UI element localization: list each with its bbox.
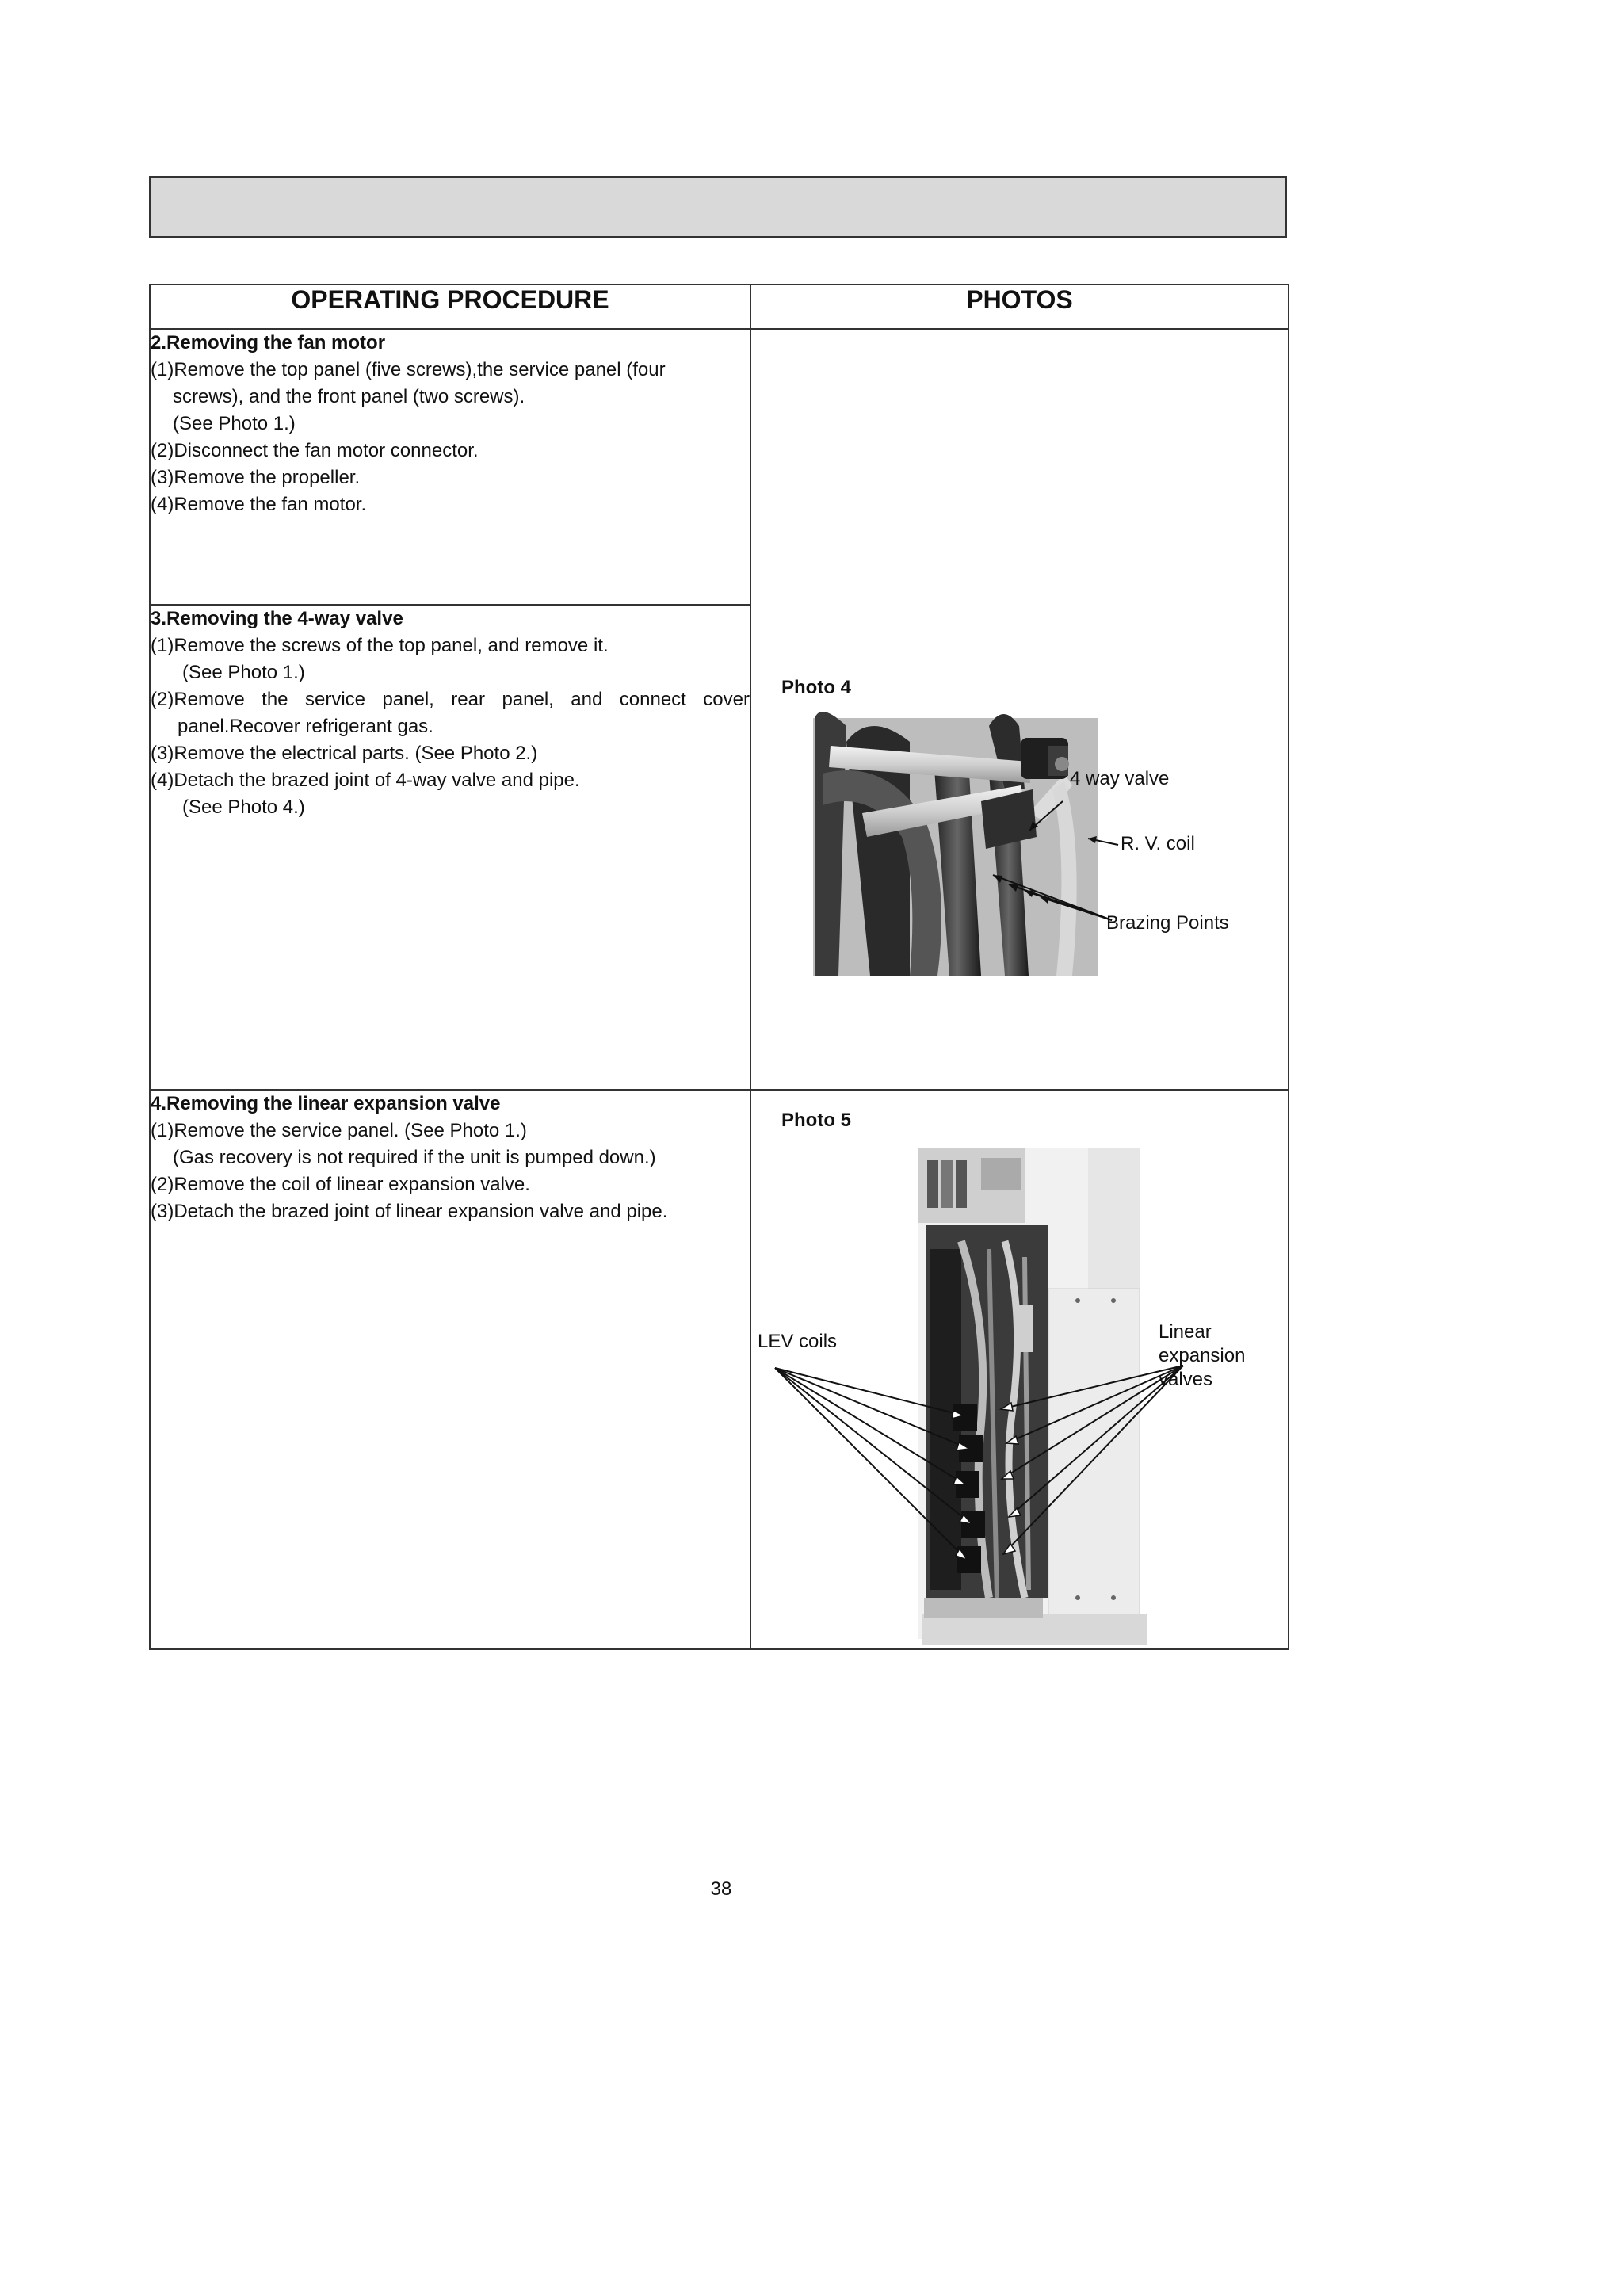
step-text: panel.Recover refrigerant gas. (178, 716, 433, 737)
photo-4-label: Photo 4 (781, 677, 851, 698)
step-text: (3)Detach the brazed joint of linear expansion valve and pipe. (151, 1201, 668, 1222)
step-text: (2)Disconnect the fan motor connector. (151, 440, 479, 461)
photo-4-picture (813, 712, 1098, 976)
callout-4-way-valve: 4 way valve (1070, 768, 1170, 789)
step-text: (4)Remove the fan motor. (151, 494, 367, 515)
callout-linear-2: expansion (1159, 1345, 1246, 1366)
photo-4-image (751, 330, 1289, 1091)
step-text: (2)Remove the service panel, rear panel, and connect cover (151, 689, 750, 710)
header-photos: PHOTOS (750, 285, 1289, 329)
step-text: (See Photo 4.) (182, 797, 305, 818)
step-text: screws), and the front panel (two screws). (173, 386, 525, 407)
procedure-table (149, 284, 1289, 1650)
step-text: (See Photo 1.) (173, 413, 296, 434)
section-linear-expansion-valve (150, 1090, 750, 1649)
step-text: (4)Detach the brazed joint of 4-way valve and pipe. (151, 770, 580, 791)
section-header-bar (149, 176, 1287, 238)
photo-5-label: Photo 5 (781, 1110, 851, 1131)
step-text: (3)Remove the electrical parts. (See Photo 2.) (151, 743, 538, 764)
callout-linear-3: valves (1159, 1369, 1213, 1390)
step-text: (1)Remove the screws of the top panel, and remove it. (151, 635, 609, 656)
header-operating-procedure: OPERATING PROCEDURE (150, 285, 750, 329)
step-text: (Gas recovery is not required if the unit is pumped down.) (173, 1147, 656, 1168)
callout-brazing-points: Brazing Points (1106, 912, 1229, 934)
callout-linear-1: Linear (1159, 1321, 1212, 1343)
step-text: (1)Remove the service panel. (See Photo 1.) (151, 1120, 527, 1141)
callout-lev-coils: LEV coils (758, 1331, 838, 1352)
section-title: 4.Removing the linear expansion valve (151, 1093, 501, 1114)
photo-4-cell (750, 329, 1289, 1090)
step-text: (2)Remove the coil of linear expansion valve. (151, 1174, 530, 1195)
callout-rv-coil: R. V. coil (1121, 833, 1195, 854)
step-text: (See Photo 1.) (182, 662, 305, 683)
section-title: 3.Removing the 4-way valve (151, 608, 403, 629)
step-text: (3)Remove the propeller. (151, 467, 361, 488)
section-4-way-valve (150, 605, 750, 1090)
page-number: 38 (710, 1878, 732, 1900)
section-fan-motor (150, 329, 750, 605)
step-text: (1)Remove the top panel (five screws),the service panel (four (151, 359, 666, 380)
section-title: 2.Removing the fan motor (151, 332, 386, 353)
photo-5-cell (750, 1090, 1289, 1649)
